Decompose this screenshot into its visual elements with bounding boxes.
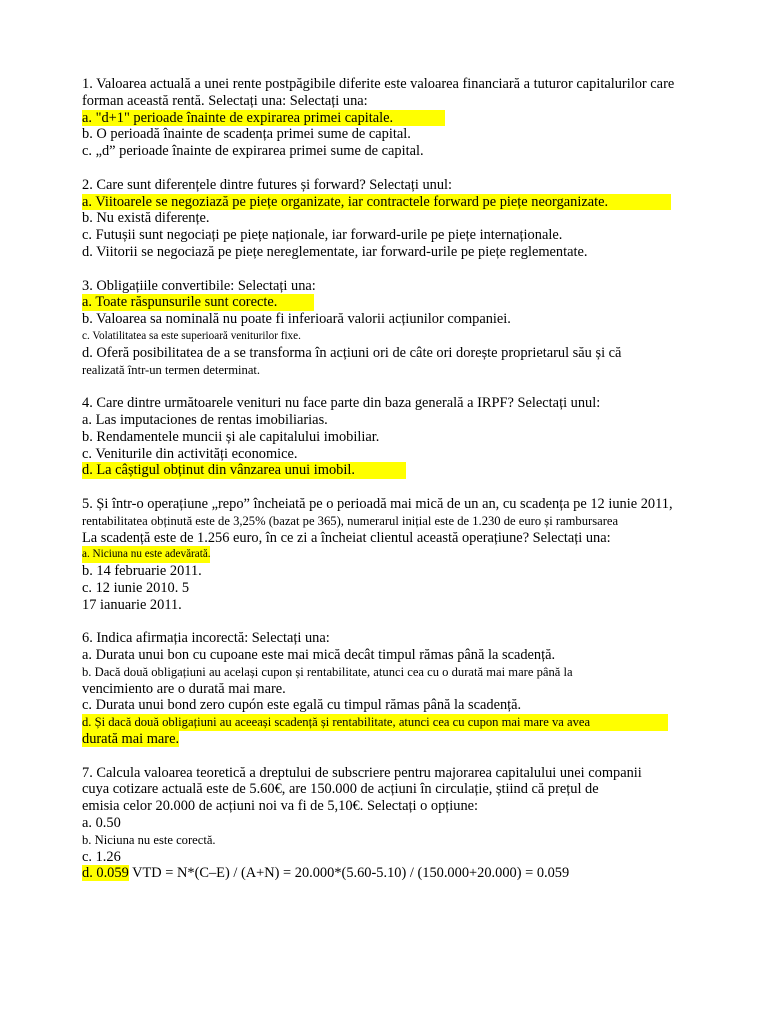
question-1-option-c: c. „d” perioade înainte de expirarea primei sume de capital. — [82, 143, 424, 160]
document-page — [82, 76, 712, 899]
question-4-prompt: 4. Care dintre următoarele venituri nu face parte din baza generală a IRPF? Selectați unul: — [82, 395, 601, 412]
question-6-option-b-line-2: vencimiento are o durată mai mare. — [82, 680, 286, 697]
question-2-prompt: 2. Care sunt diferențele dintre futures și forward? Selectați unul: — [82, 176, 453, 193]
question-2-option-c: c. Futușii sunt negociați pe piețe naționale, iar forward-urile pe piețe internaționale. — [82, 227, 563, 244]
question-4-option-c: c. Veniturile din activități economice. — [82, 445, 298, 462]
question-5-option-d: 17 ianuarie 2011. — [82, 596, 182, 613]
question-7-prompt-line-1: 7. Calcula valoarea teoretică a dreptului de subscriere pentru majorarea capitalului unei companii — [82, 764, 642, 781]
question-3-prompt: 3. Obligațiile convertibile: Selectați una: — [82, 277, 316, 294]
question-7-prompt-line-2: cuya cotizare actuală este de 5.60€, are 150.000 de acțiuni în circulație, știind că prețul de — [82, 781, 599, 798]
highlighted-answer: d. 0.059 — [82, 865, 129, 882]
question-3-option-c: c. Volatilitatea sa este superioară veniturilor fixe. — [82, 329, 301, 342]
question-7-option-d — [82, 865, 712, 882]
highlighted-answer: d. Și dacă două obligațiuni au aceeași scadență și rentabilitate, atunci cea cu cupon mai mare va avea — [82, 714, 668, 731]
question-4 — [82, 395, 712, 479]
question-7-option-a: a. 0.50 — [82, 815, 121, 832]
question-6-option-a: a. Durata unui bon cu cupoane este mai mică decât timpul rămas până la scadență. — [82, 647, 556, 664]
question-6 — [82, 630, 712, 748]
question-3-option-d-line-2: realizată într-un termen determinat. — [82, 362, 261, 377]
question-7 — [82, 765, 712, 883]
question-6-option-b-line-1: b. Dacă două obligațiuni au același cupon și rentabilitate, atunci cea cu o durată mai mare până la — [82, 664, 573, 679]
question-3-option-b: b. Valoarea sa nominală nu poate fi inferioară valorii acțiunilor companiei. — [82, 311, 511, 328]
question-5-prompt-line-1: 5. Și într-o operațiune „repo” încheiată pe o perioadă mai mică de un an, cu scadența pe 12 iunie 2011, — [82, 495, 673, 512]
question-5-prompt-line-2: rentabilitatea obținută este de 3,25% (bazat pe 365), numerarul inițial este de 1.230 de euro și rambursarea — [82, 513, 619, 528]
question-2-option-a — [82, 194, 712, 211]
question-5-prompt-line-3: La scadență este de 1.256 euro, în ce zi a încheiat clientul această operațiune? Selectați una: — [82, 529, 611, 546]
question-1-option-b: b. O perioadă înainte de scadența primei sume de capital. — [82, 126, 411, 143]
question-7-option-c: c. 1.26 — [82, 848, 121, 865]
question-2 — [82, 177, 712, 261]
highlighted-answer: a. Toate răspunsurile sunt corecte. — [82, 294, 314, 311]
question-5-option-c: c. 12 iunie 2010. 5 — [82, 579, 190, 596]
question-3-option-d-line-1: d. Oferă posibilitatea de a se transforma în acțiuni ori de câte ori dorește proprietarul său și că — [82, 344, 622, 361]
question-6-option-d-line-2 — [82, 731, 712, 748]
question-1-prompt-line-2: forman această rentă. Selectați una: Selectați una: — [82, 92, 368, 109]
question-1-prompt-line-1: 1. Valoarea actuală a unei rente postpăgibile diferite este valoarea financiară a tuturor capitalurilor care — [82, 76, 675, 92]
highlighted-answer: a. Niciuna nu este adevărată. — [82, 546, 210, 563]
question-6-option-c: c. Durata unui bond zero cupón este egală cu timpul rămas până la scadență. — [82, 697, 522, 714]
question-6-option-d-line-1 — [82, 714, 712, 731]
question-4-option-b: b. Rendamentele muncii și ale capitalului imobiliar. — [82, 428, 380, 445]
question-5 — [82, 496, 712, 614]
question-1 — [82, 76, 712, 160]
question-5-option-b: b. 14 februarie 2011. — [82, 563, 202, 580]
question-2-option-b: b. Nu există diferențe. — [82, 210, 210, 227]
highlighted-answer-continued: durată mai mare. — [82, 731, 180, 748]
question-3 — [82, 278, 712, 379]
question-4-option-d — [82, 462, 712, 479]
question-4-option-a: a. Las imputaciones de rentas imobiliarias. — [82, 411, 328, 428]
question-3-option-a — [82, 294, 712, 311]
question-6-prompt: 6. Indica afirmația incorectă: Selectați una: — [82, 630, 330, 647]
highlighted-answer: a. "d+1" perioade înainte de expirarea primei capitale. — [82, 110, 445, 127]
question-7-option-b: b. Niciuna nu este corectă. — [82, 832, 216, 847]
highlighted-answer: a. Viitoarele se negoziază pe piețe organizate, iar contractele forward pe piețe neorganizate. — [82, 194, 671, 211]
answer-formula: VTD = N*(C–E) / (A+N) = 20.000*(5.60-5.10) / (150.000+20.000) = 0.059 — [128, 865, 570, 882]
highlighted-answer: d. La câștigul obținut din vânzarea unui imobil. — [82, 462, 406, 479]
question-1-option-a — [82, 110, 712, 127]
question-2-option-d: d. Viitorii se negociază pe piețe nereglementate, iar forward-urile pe piețe reglementate. — [82, 243, 588, 260]
question-7-prompt-line-3: emisia celor 20.000 de acțiuni noi va fi de 5,10€. Selectați o opțiune: — [82, 798, 479, 815]
question-5-option-a — [82, 546, 712, 563]
